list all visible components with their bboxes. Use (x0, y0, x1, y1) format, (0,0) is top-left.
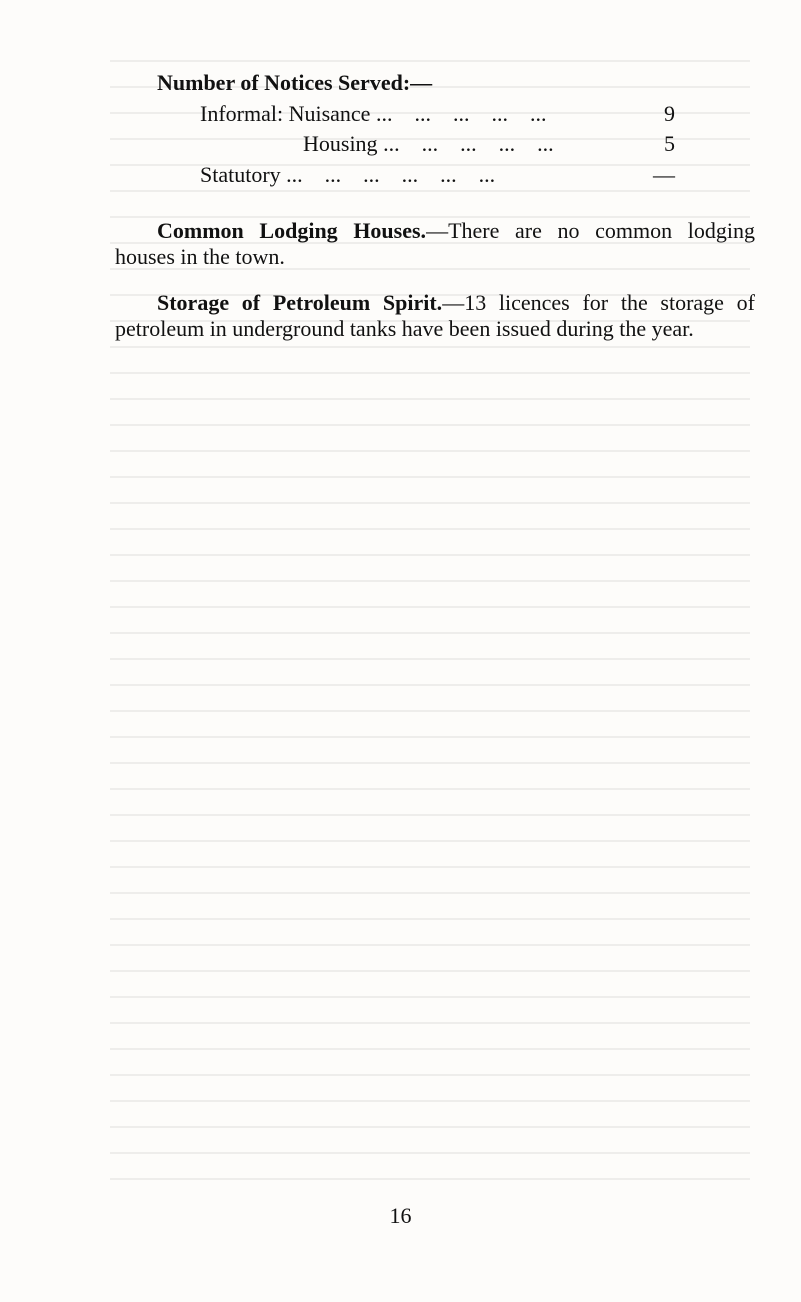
notice-label: Housing (303, 131, 378, 156)
notice-label: Statutory (200, 162, 281, 187)
petroleum-paragraph (115, 290, 755, 342)
notice-value-statutory: — (653, 162, 675, 187)
notices-heading: Number of Notices Served:— (157, 70, 433, 95)
notice-dots: ... ... ... ... ... (375, 101, 547, 126)
lodging-paragraph (115, 218, 755, 270)
notice-dots: ... ... ... ... ... ... (286, 162, 496, 187)
lodging-title: Common Lodging Houses. (157, 218, 427, 243)
notice-value-housing: 5 (664, 131, 675, 156)
lodging-text: —There are no common lodging houses in the town. (115, 218, 755, 269)
notice-dots: ... ... ... ... ... (383, 131, 554, 156)
notice-label: Nuisance (288, 101, 371, 126)
notice-row-nuisance (200, 101, 546, 127)
petroleum-title: Storage of Petroleum Spirit. (157, 290, 443, 315)
page-number: 16 (389, 1203, 412, 1228)
notice-row-statutory (200, 162, 495, 188)
notice-row-housing (303, 131, 554, 157)
notice-prefix: Informal: (200, 101, 284, 126)
notice-value-nuisance: 9 (664, 101, 675, 126)
petroleum-text: —13 licences for the storage of petroleum in underground tanks have been issued during the year. (115, 290, 755, 341)
